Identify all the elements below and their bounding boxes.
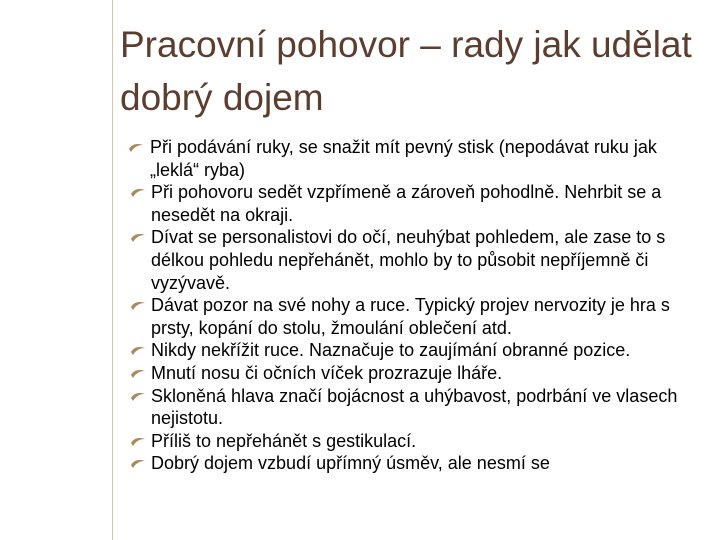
bullet-text: Mnutí nosu či očních víček prozrazuje lháře. (151, 362, 503, 383)
frame-line (112, 0, 113, 540)
bullet-text: Při pohovoru sedět vzpřímeně a zároveň pohodlně. Nehrbit se a nesedět na okraji. (151, 182, 662, 225)
bullet-swoosh-icon (130, 458, 146, 469)
bullet-swoosh-icon (130, 391, 146, 402)
bullet-text: Dávat pozor na své nohy a ruce. Typický projev nervozity je hra s prsty, kopání do stolu, žmoulání oblečení atd. (151, 295, 670, 338)
bullet-swoosh-icon (130, 232, 146, 243)
bullet-list (130, 136, 705, 475)
list-item (128, 136, 705, 181)
bullet-text: Skloněná hlava značí bojácnost a uhýbavost, podrbání ve vlasech nejistotu. (151, 385, 678, 429)
bullet-text: Nikdy nekřížit ruce. Naznačuje to zaujímání obranné pozice. (151, 340, 631, 361)
list-item (130, 430, 705, 453)
bullet-swoosh-icon (130, 436, 146, 447)
list-item (130, 385, 705, 430)
slide-title: Pracovní pohovor – rady jak udělat dobrý dojem (120, 24, 692, 118)
bullet-swoosh-icon (130, 300, 146, 311)
bullet-text: Dobrý dojem vzbudí upřímný úsměv, ale nesmí se (151, 453, 550, 474)
list-item (130, 452, 705, 475)
list-item (130, 339, 705, 362)
list-item (130, 362, 705, 385)
bullet-swoosh-icon (130, 368, 146, 379)
list-item (130, 181, 705, 226)
bullet-text: Příliš to nepřehánět s gestikulací. (151, 430, 417, 451)
bullet-text: Při podávání ruky, se snažit mít pevný stisk (nepodávat ruku jak „leklá“ ryba) (150, 137, 657, 180)
bullet-swoosh-icon (128, 142, 144, 153)
list-item (130, 226, 705, 294)
bullet-text: Dívat se personalistovi do očí, neuhýbat pohledem, ale zase to s délkou pohledu nepřehánět, mohlo by to působit nepříjemně či vyzývavě. (151, 227, 666, 293)
list-item (130, 294, 705, 339)
bullet-swoosh-icon (130, 187, 146, 198)
bullet-swoosh-icon (130, 345, 146, 356)
